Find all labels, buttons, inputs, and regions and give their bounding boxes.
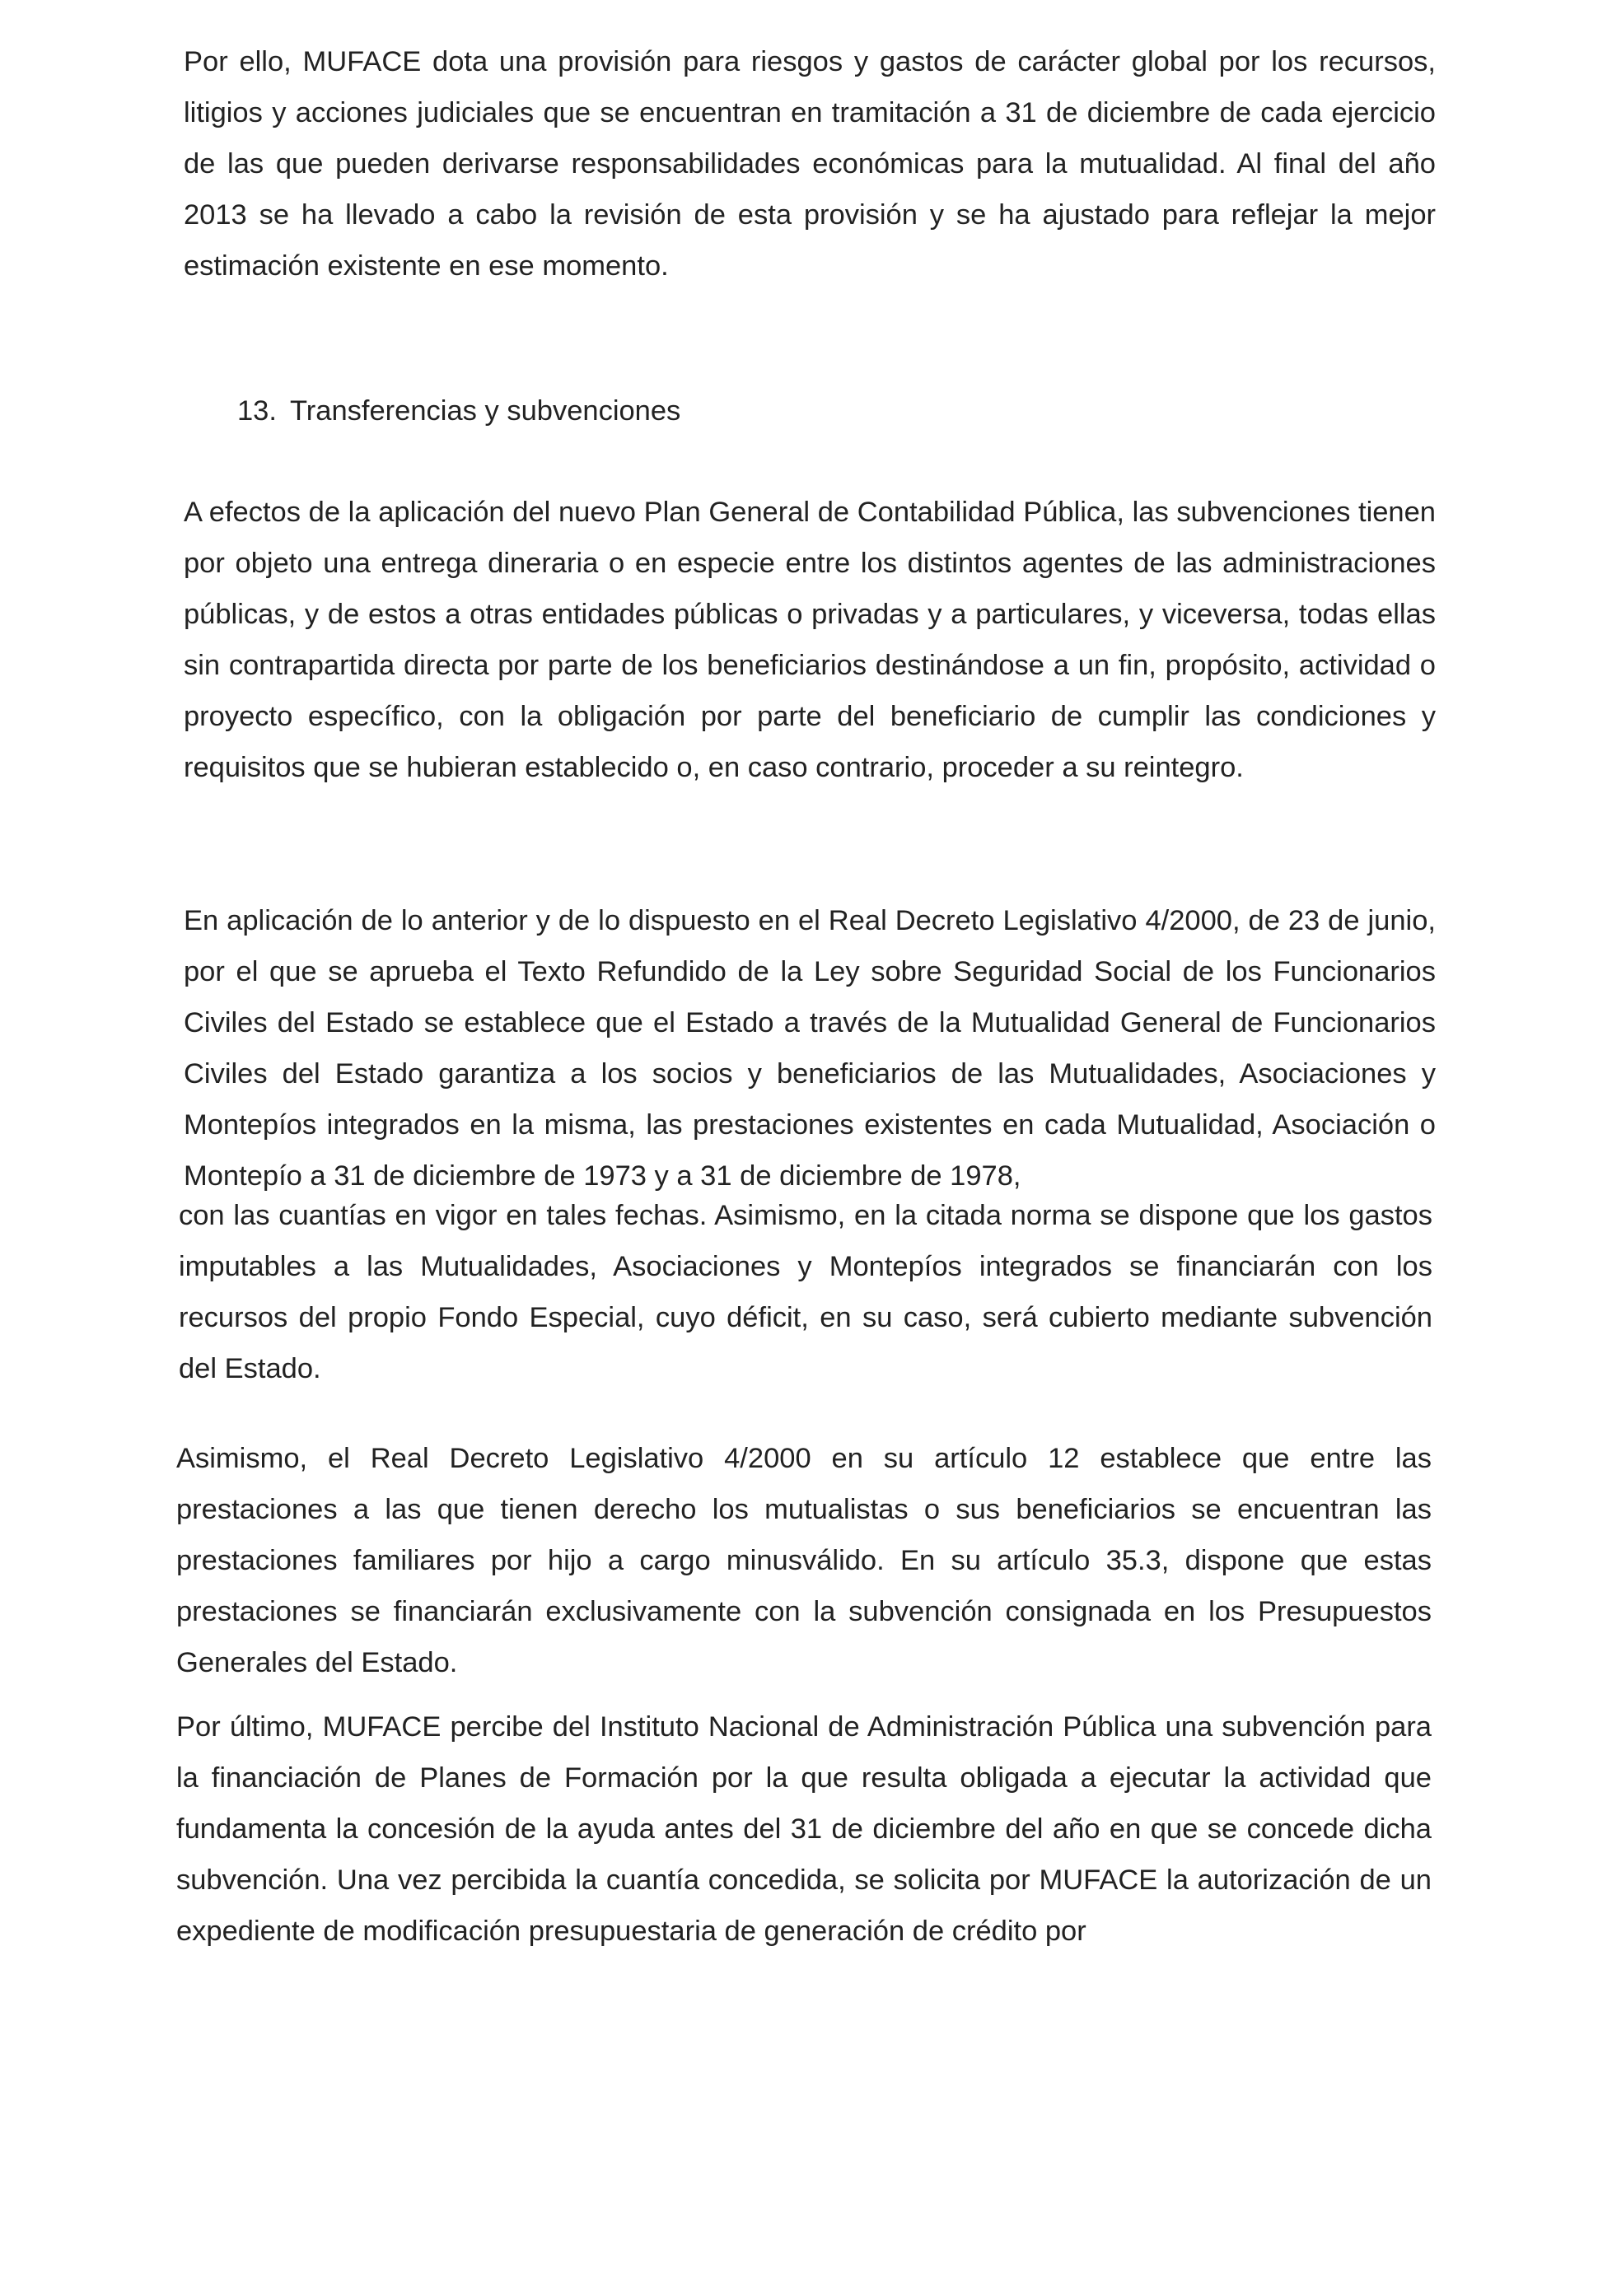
section-heading	[237, 385, 680, 436]
section-number: 13.	[237, 395, 277, 427]
paragraph-real-decreto-part-2: con las cuantías en vigor en tales fechas. Asimismo, en la citada norma se dispone que los gastos imputables a las Mutualidades, Asociaciones y Montepíos integrados se financiarán con los recursos del propio Fondo Especial, cuyo déficit, en su caso, será cubierto mediante subvención del Estado.	[179, 1200, 1432, 1384]
paragraph-real-decreto-part-1: En aplicación de lo anterior y de lo dispuesto en el Real Decreto Legislativo 4/2000, de 23 de junio, por el que se aprueba el Texto Refundido de la Ley sobre Seguridad Social de los Funcionarios Civiles del Estado se establece que el Estado a través de la Mutualidad General de Funcionarios Civiles del Estado garantiza a los socios y beneficiarios de las Mutualidades, Asociaciones y Montepíos integrados en la misma, las prestaciones existentes en cada Mutualidad, Asociación o Montepío a 31 de diciembre de 1973 y a 31 de diciembre de 1978,	[184, 905, 1436, 1192]
paragraph-planes-formacion: Por último, MUFACE percibe del Instituto Nacional de Administración Pública una subvención para la financiación de Planes de Formación por la que resulta obligada a ejecutar la actividad que fundamenta la concesión de la ayuda antes del 31 de diciembre del año en que se concede dicha subvención. Una vez percibida la cuantía concedida, se solicita por MUFACE la autorización de un expediente de modificación presupuestaria de generación de crédito por	[176, 1711, 1432, 1947]
paragraph-subvenciones-definicion: A efectos de la aplicación del nuevo Plan General de Contabilidad Pública, las subvenciones tienen por objeto una entrega dineraria o en especie entre los distintos agentes de las administraciones públicas, y de estos a otras entidades públicas o privadas y a particulares, y viceversa, todas ellas sin contrapartida directa por parte de los beneficiarios destinándose a un fin, propósito, actividad o proyecto específico, con la obligación por parte del beneficiario de cumplir las condiciones y requisitos que se hubieran establecido o, en caso contrario, proceder a su reintegro.	[184, 497, 1436, 783]
section-title: Transferencias y subvenciones	[290, 395, 681, 427]
paragraph-prestaciones-familiares: Asimismo, el Real Decreto Legislativo 4/2000 en su artículo 12 establece que entre las prestaciones a las que tienen derecho los mutualistas o sus beneficiarios se encuentran las prestaciones familiares por hijo a cargo minusválido. En su artículo 35.3, dispone que estas prestaciones se financiarán exclusivamente con la subvención consignada en los Presupuestos Generales del Estado.	[176, 1443, 1432, 1678]
paragraph-provision-riesgos: Por ello, MUFACE dota una provisión para riesgos y gastos de carácter global por los recursos, litigios y acciones judiciales que se encuentran en tramitación a 31 de diciembre de cada ejercicio de las que pueden derivarse responsabilidades económicas para la mutualidad. Al final del año 2013 se ha llevado a cabo la revisión de esta provisión y se ha ajustado para reflejar la mejor estimación existente en ese momento.	[184, 46, 1436, 282]
